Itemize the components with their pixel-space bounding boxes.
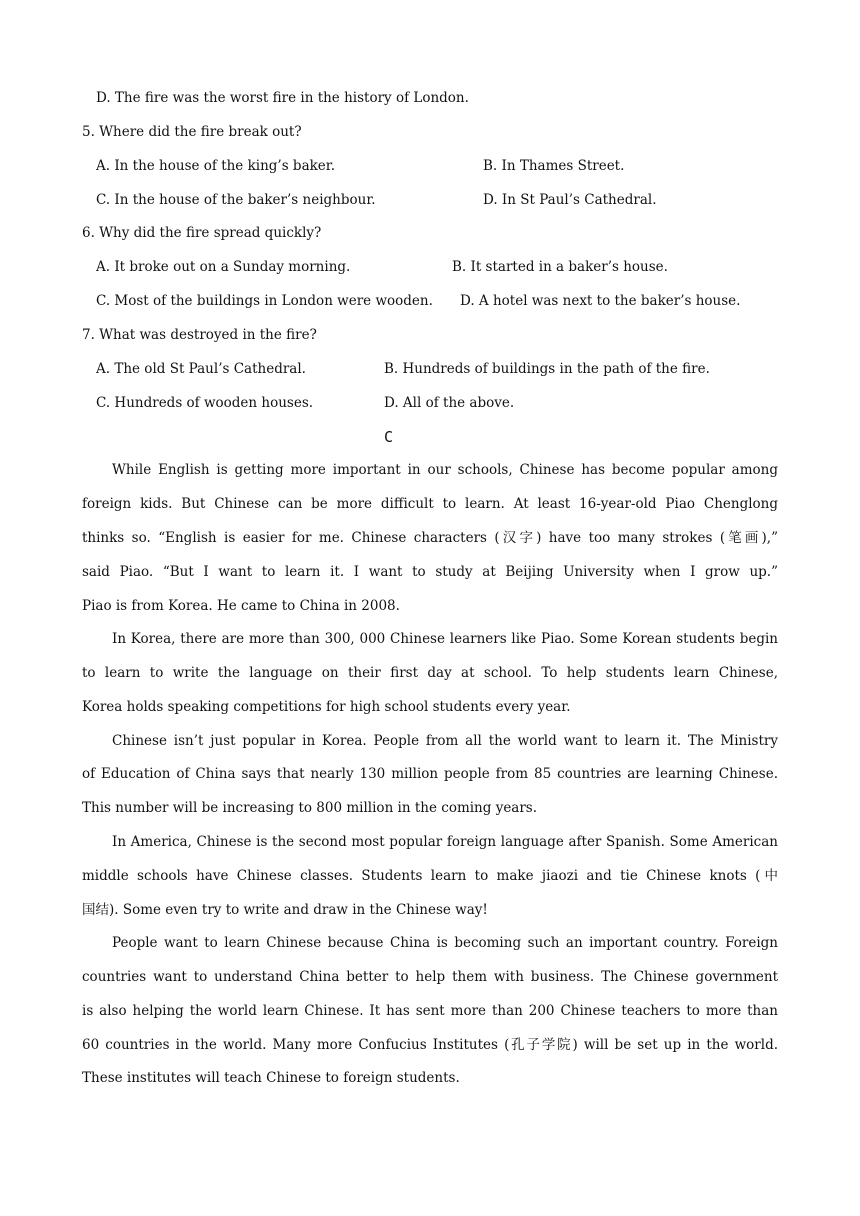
q6-option-b: B. It started in a baker’s house. [452,259,668,275]
passage-line: Piao is from Korea. He came to China in 2008. [82,598,400,614]
q5-option-d: D. In St Paul’s Cathedral. [483,192,657,208]
passage-line: thinks so. “English is easier for me. Chinese characters (汉字) have too many strokes (笔画),” [82,530,778,546]
passage-line: middle schools have Chinese classes. Students learn to make jiaozi and tie Chinese knots (中 [82,868,778,884]
q7-option-d: D. All of the above. [384,395,515,411]
q7-question: 7. What was destroyed in the fire? [82,327,317,343]
q6-option-d: D. A hotel was next to the baker’s house. [460,293,741,309]
q7-option-a: A. The old St Paul’s Cathedral. [96,361,306,377]
q5-question: 5. Where did the fire break out? [82,124,302,140]
passage-line: of Education of China says that nearly 130 million people from 85 countries are learning Chinese. [82,766,778,782]
passage-line: Chinese isn’t just popular in Korea. People from all the world want to learn it. The Ministry [112,733,778,749]
passage-line: is also helping the world learn Chinese. It has sent more than 200 Chinese teachers to more than [82,1003,778,1019]
passage-line: While English is getting more important in our schools, Chinese has become popular among [112,462,778,478]
passage-line: 国结). Some even try to write and draw in the Chinese way! [82,902,488,918]
section-heading: C [384,428,394,446]
q5-option-c: C. In the house of the baker’s neighbour. [96,192,376,208]
passage-line: countries want to understand China better to help them with business. The Chinese government [82,969,778,985]
passage-line: to learn to write the language on their first day at school. To help students learn Chinese, [82,665,778,681]
q7-option-c: C. Hundreds of wooden houses. [96,395,314,411]
q6-option-c: C. Most of the buildings in London were wooden. [96,293,433,309]
passage-line: This number will be increasing to 800 million in the coming years. [82,800,538,816]
passage-line: foreign kids. But Chinese can be more difficult to learn. At least 16-year-old Piao Chenglong [82,496,778,512]
q6-question: 6. Why did the fire spread quickly? [82,225,322,241]
passage-line: In Korea, there are more than 300, 000 Chinese learners like Piao. Some Korean students begin [112,631,778,647]
passage-line: In America, Chinese is the second most popular foreign language after Spanish. Some American [112,834,778,850]
passage-line: People want to learn Chinese because China is becoming such an important country. Foreign [112,935,778,951]
passage-line: said Piao. “But I want to learn it. I want to study at Beijing University when I grow up.” [82,564,778,580]
passage-line: 60 countries in the world. Many more Confucius Institutes (孔子学院) will be set up in the world. [82,1037,778,1053]
passage-line: These institutes will teach Chinese to foreign students. [82,1070,460,1086]
passage-line: Korea holds speaking competitions for high school students every year. [82,699,571,715]
q6-option-a: A. It broke out on a Sunday morning. [96,259,351,275]
q7-option-b: B. Hundreds of buildings in the path of the fire. [384,361,710,377]
q5-option-b: B. In Thames Street. [483,158,625,174]
q5-option-a: A. In the house of the king’s baker. [96,158,336,174]
q4-option-d: D. The fire was the worst fire in the history of London. [96,90,469,106]
